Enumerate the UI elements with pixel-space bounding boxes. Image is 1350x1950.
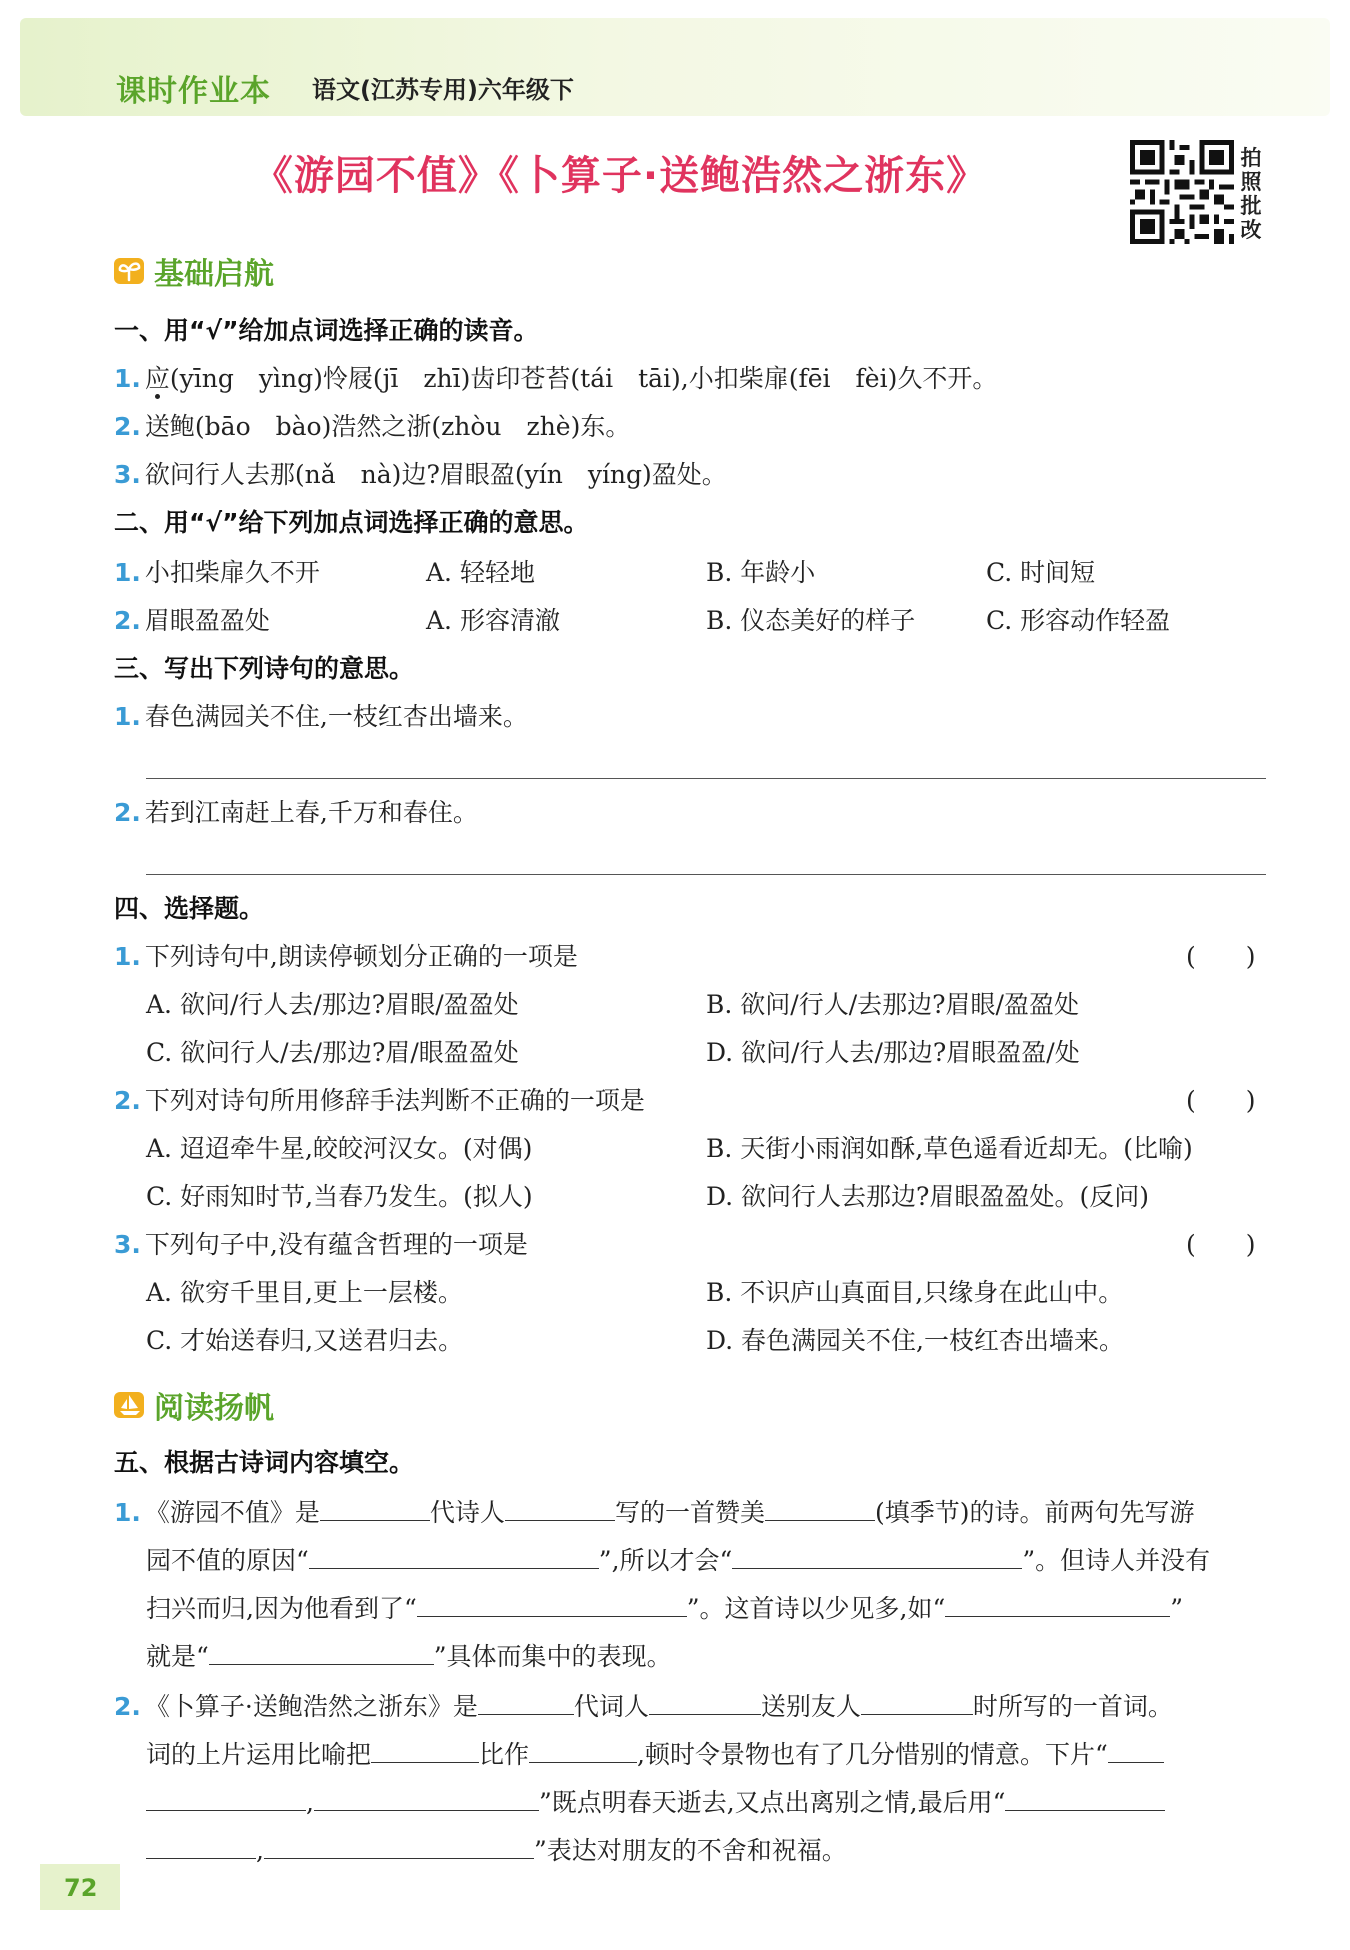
text-segment: ,: [256, 1836, 264, 1865]
qr-code-icon[interactable]: [1130, 140, 1234, 244]
item-number: 3.: [114, 1230, 141, 1259]
page-number-tab: [40, 1864, 120, 1910]
q2-row-2-option-a[interactable]: A. 形容清澈: [426, 606, 560, 635]
text-segment: 词的上片运用比喻把: [146, 1740, 372, 1769]
q2-row-1-stem: 小扣柴扉久不开: [144, 558, 320, 587]
q4-item-2-option-d[interactable]: D. 欲问行人去那边?眉眼盈盈处。(反问): [706, 1182, 1149, 1211]
item-number: 1.: [114, 364, 141, 393]
q5-item-2-line-3: [146, 1784, 1165, 1820]
text-segment: 就是“: [146, 1642, 209, 1671]
fill-blank[interactable]: [1005, 1784, 1165, 1811]
item-number: 1.: [114, 558, 141, 587]
q5-item-1-line-4: [146, 1638, 672, 1674]
text-segment: 写的一首赞美: [614, 1498, 765, 1527]
sprout-icon: [114, 256, 148, 286]
text-segment: (填季节)的诗。前两句先写游: [874, 1498, 1195, 1527]
q4-item-1-option-b[interactable]: B. 欲问/行人/去那边?眉眼/盈盈处: [706, 990, 1079, 1019]
q2-row-2-stem: 眉眼盈盈处: [144, 606, 270, 635]
fill-blank[interactable]: [146, 1784, 306, 1811]
q3-item-2-text: 若到江南赶上春,千万和春住。: [144, 798, 478, 827]
text-segment: ”。这首诗以少见多,如“: [686, 1594, 946, 1623]
section-reading-title: 阅读扬帆: [154, 1391, 274, 1426]
item-number: 1.: [114, 942, 141, 971]
fill-blank[interactable]: [371, 1736, 479, 1763]
fill-blank[interactable]: [861, 1688, 973, 1715]
fill-blank[interactable]: [1108, 1736, 1164, 1763]
text-segment: ,: [306, 1788, 314, 1817]
text-segment: ,顿时令景物也有了几分惜别的情意。下片“: [637, 1740, 1108, 1769]
text-segment: ”既点明春天逝去,又点出离别之情,最后用“: [538, 1788, 1006, 1817]
brand-title: 课时作业本: [116, 74, 271, 109]
q5-title: 五、根据古诗词内容填空。: [114, 1448, 415, 1477]
fill-blank[interactable]: [264, 1832, 534, 1859]
fill-blank[interactable]: [945, 1590, 1170, 1617]
q5-item-1-line-1: [114, 1494, 1194, 1530]
answer-line[interactable]: [146, 778, 1266, 779]
q4-item-3-option-b[interactable]: B. 不识庐山真面目,只缘身在此山中。: [706, 1278, 1124, 1307]
q4-item-2-text: 下列对诗句所用修辞手法判断不正确的一项是: [144, 1086, 645, 1115]
fill-blank[interactable]: [478, 1688, 574, 1715]
q2-row-2-option-b[interactable]: B. 仪态美好的样子: [706, 606, 916, 635]
fill-blank[interactable]: [505, 1494, 615, 1521]
fill-blank[interactable]: [765, 1494, 875, 1521]
text-segment: 时所写的一首词。: [972, 1692, 1173, 1721]
page-number: 72: [64, 1874, 98, 1902]
item-number: 3.: [114, 460, 141, 489]
answer-paren[interactable]: ( ): [1186, 1230, 1256, 1259]
q2-row-1-option-a[interactable]: A. 轻轻地: [426, 558, 535, 587]
q5-item-2-line-4: [146, 1832, 847, 1868]
item-number: 2.: [114, 606, 141, 635]
q1-item-3-text: (nǎ nà)边?眉眼盈(yín yíng)盈处。: [294, 460, 727, 489]
q1-item-2: [114, 410, 630, 444]
q3-item-2: [114, 796, 478, 830]
q4-item-1-option-d[interactable]: D. 欲问/行人去/那边?眉眼盈盈/处: [706, 1038, 1080, 1067]
q5-item-2-line-2: [146, 1736, 1164, 1772]
text-segment: 送别友人: [760, 1692, 861, 1721]
q3-title: 三、写出下列诗句的意思。: [114, 654, 415, 683]
q4-item-3-option-c[interactable]: C. 才始送春归,又送君归去。: [146, 1326, 464, 1355]
section-reading-header: [114, 1386, 274, 1424]
text-segment: ”具体而集中的表现。: [433, 1642, 672, 1671]
fill-blank[interactable]: [209, 1638, 434, 1665]
item-number: 2.: [114, 412, 141, 441]
q1-item-2-lead: 送鲍: [144, 412, 195, 441]
fill-blank[interactable]: [649, 1688, 761, 1715]
item-number: 1.: [114, 1498, 141, 1527]
text-segment: 《游园不值》是: [144, 1498, 320, 1527]
q3-item-1: [114, 700, 528, 734]
fill-blank[interactable]: [146, 1832, 256, 1859]
section-basic-header: [114, 252, 274, 290]
q2-row-2-option-c[interactable]: C. 形容动作轻盈: [986, 606, 1171, 635]
q1-item-2-text: (bāo bào)浩然之浙(zhòu zhè)东。: [194, 412, 631, 441]
q1-item-3-lead: 欲问行人去那: [144, 460, 295, 489]
q4-item-3-option-d[interactable]: D. 春色满园关不住,一枝红杏出墙来。: [706, 1326, 1124, 1355]
q4-item-2-option-b[interactable]: B. 天街小雨润如酥,草色遥看近却无。(比喻): [706, 1134, 1193, 1163]
subject-label: 语文(江苏专用)六年级下: [312, 76, 574, 104]
text-segment: ”,所以才会“: [598, 1546, 733, 1575]
q4-item-2-option-c[interactable]: C. 好雨知时节,当春乃发生。(拟人): [146, 1182, 533, 1211]
q4-item-2-stem: [114, 1084, 645, 1118]
qr-label-char: 拍: [1240, 146, 1262, 170]
text-segment: 比作: [479, 1740, 530, 1769]
q4-item-1-option-a[interactable]: A. 欲问/行人去/那边?眉眼/盈盈处: [146, 990, 519, 1019]
fill-blank[interactable]: [732, 1542, 1022, 1569]
q4-item-1-stem: [114, 940, 578, 974]
q4-item-1-text: 下列诗句中,朗读停顿划分正确的一项是: [144, 942, 578, 971]
qr-label: [1238, 146, 1264, 242]
q4-title: 四、选择题。: [114, 894, 265, 923]
q5-item-2-line-1: [114, 1688, 1173, 1724]
text-segment: ”: [1170, 1594, 1184, 1623]
text-segment: ”。但诗人并没有: [1022, 1546, 1211, 1575]
fill-blank[interactable]: [417, 1590, 687, 1617]
text-segment: 代诗人: [429, 1498, 505, 1527]
q4-item-3-option-a[interactable]: A. 欲穷千里目,更上一层楼。: [146, 1278, 463, 1307]
q2-title: 二、用“√”给下列加点词选择正确的意思。: [114, 508, 589, 537]
qr-label-char: 改: [1240, 218, 1262, 242]
fill-blank[interactable]: [320, 1494, 430, 1521]
q4-item-3-stem: [114, 1228, 528, 1262]
q2-row-1: [114, 556, 320, 590]
q1-item-1-text: (yīng yìng)怜屐(jī zhī)齿印苍苔(tái tāi),小扣柴扉(fēi fèi)久不开。: [169, 364, 998, 393]
section-basic-title: 基础启航: [154, 257, 274, 292]
text-segment: 扫兴而归,因为他看到了“: [146, 1594, 417, 1623]
q4-item-3-text: 下列句子中,没有蕴含哲理的一项是: [144, 1230, 528, 1259]
text-segment: ”表达对朋友的不舍和祝福。: [533, 1836, 847, 1865]
q1-title: 一、用“√”给加点词选择正确的读音。: [114, 316, 539, 345]
q3-item-1-text: 春色满园关不住,一枝红杏出墙来。: [144, 702, 528, 731]
q1-item-1: [114, 362, 997, 396]
fill-blank[interactable]: [529, 1736, 637, 1763]
text-segment: 代词人: [573, 1692, 649, 1721]
item-number: 2.: [114, 798, 141, 827]
q2-row-1-option-c[interactable]: C. 时间短: [986, 558, 1096, 587]
q2-row-2: [114, 604, 270, 638]
item-number: 2.: [114, 1086, 141, 1115]
text-segment: 园不值的原因“: [146, 1546, 309, 1575]
q5-item-1-line-3: [146, 1590, 1183, 1626]
answer-paren[interactable]: ( ): [1186, 942, 1256, 971]
item-number: 2.: [114, 1692, 141, 1721]
lesson-title: 《游园不值》《卜算子·送鲍浩然之浙东》: [252, 153, 988, 199]
fill-blank[interactable]: [314, 1784, 539, 1811]
qr-label-char: 批: [1240, 194, 1262, 218]
q5-item-1-line-2: [146, 1542, 1210, 1578]
q2-row-1-option-b[interactable]: B. 年龄小: [706, 558, 816, 587]
q4-item-2-option-a[interactable]: A. 迢迢牵牛星,皎皎河汉女。(对偶): [146, 1134, 533, 1163]
answer-paren[interactable]: ( ): [1186, 1086, 1256, 1115]
sail-icon: [114, 1390, 148, 1420]
item-number: 1.: [114, 702, 141, 731]
answer-line[interactable]: [146, 874, 1266, 875]
q1-item-3: [114, 458, 727, 492]
q4-item-1-option-c[interactable]: C. 欲问行人/去/那边?眉/眼盈盈处: [146, 1038, 519, 1067]
text-segment: 《卜算子·送鲍浩然之浙东》是: [144, 1692, 478, 1721]
fill-blank[interactable]: [309, 1542, 599, 1569]
dotted-char: 应: [144, 364, 170, 393]
qr-label-char: 照: [1240, 170, 1262, 194]
